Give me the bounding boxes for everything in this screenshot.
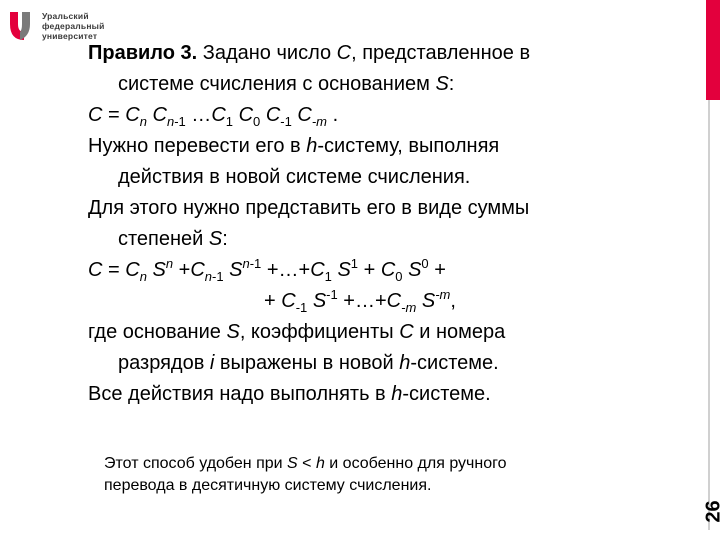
formula-number [88, 100, 688, 131]
body-text: и номера [413, 321, 506, 343]
rule-text: , представленное в [351, 42, 531, 64]
exponent: -1 [326, 287, 338, 302]
rule-text: Задано число [197, 42, 337, 64]
var-c: C [281, 290, 296, 312]
var-s: S [337, 259, 351, 281]
exponent: n [242, 256, 250, 271]
var-c: C [386, 290, 402, 312]
body-text: Нужно перевести его в [88, 135, 307, 157]
task-line-2: действия в новой системе счисления. [118, 166, 471, 188]
index: -1 [295, 300, 308, 315]
var-s: S [208, 228, 223, 250]
index: n [204, 269, 213, 284]
university-logo-mark-icon [8, 10, 34, 46]
sum-line-1: Для этого нужно представить его в виде суммы [88, 197, 530, 219]
body-text: и особенно для ручного [324, 455, 507, 472]
index: 1 [225, 114, 233, 129]
var-c: C [336, 42, 352, 64]
var-c: C [125, 104, 140, 126]
body-text: Все действия надо выполнять в [88, 383, 392, 405]
var-c: C [238, 104, 254, 126]
formula-op: +…+ [261, 259, 311, 281]
logo-line-2: федеральный [42, 21, 105, 31]
body-text: разрядов [118, 352, 210, 374]
body-text: степеней [118, 228, 209, 250]
var-c: C [297, 104, 312, 126]
index: 0 [395, 269, 403, 284]
var-s: S [408, 259, 422, 281]
var-c: C [399, 321, 414, 343]
var-s: S [229, 259, 243, 281]
formula-sum-line-2 [88, 286, 688, 317]
var-c: C [88, 259, 103, 281]
logo-line-1: Уральский [42, 11, 89, 21]
var-s: S [152, 259, 166, 281]
formula-op: < [297, 455, 316, 472]
exponent: 0 [421, 256, 429, 271]
rule-title: Правило 3. [88, 42, 198, 64]
logo-line-3: университет [42, 31, 98, 41]
index: -1 [212, 269, 224, 284]
footnote [104, 453, 624, 497]
body-text: где основание [88, 321, 227, 343]
side-divider [708, 100, 710, 530]
slide-body [88, 38, 688, 410]
formula-op: +…+ [337, 290, 387, 312]
sum-line-2 [88, 224, 688, 255]
footnote-line-2: перевода в десятичную систему счисления. [104, 477, 432, 494]
var-c: C [88, 104, 103, 126]
formula-op: + [428, 259, 446, 281]
body-text: : [222, 228, 228, 250]
exponent: -1 [249, 256, 262, 271]
exponent: 1 [350, 256, 359, 271]
index: n [139, 114, 147, 129]
body-text: Этот способ удобен при [104, 455, 288, 472]
var-h: h [315, 455, 325, 472]
formula-sum-line-1 [88, 255, 688, 286]
var-s: S [226, 321, 240, 343]
var-c: C [125, 259, 140, 281]
index: 0 [253, 114, 261, 129]
rule-line-2 [88, 69, 688, 100]
var-c: C [190, 259, 205, 281]
exponent: -m [435, 287, 451, 302]
footnote-line-1 [104, 453, 624, 475]
var-s: S [312, 290, 327, 312]
index: -1 [174, 114, 186, 129]
exponent: n [165, 256, 174, 271]
index: -m [311, 114, 328, 129]
index: 1 [324, 269, 332, 284]
slide-number: 26 [702, 500, 725, 523]
formula-op: + [264, 290, 282, 312]
all-actions-line [88, 379, 688, 410]
var-h: h [391, 383, 403, 405]
logo-text [42, 11, 105, 41]
var-c: C [265, 104, 281, 126]
body-text: выражены в новой [214, 352, 400, 374]
body-text: -систему, выполняя [317, 135, 500, 157]
index: -m [401, 300, 417, 315]
formula-op: = [102, 259, 126, 281]
var-c: C [152, 104, 167, 126]
formula-op: … [185, 104, 212, 126]
rule-text: : [448, 73, 455, 95]
formula-op: . [327, 104, 339, 126]
var-h: h [306, 135, 318, 157]
formula-op: + [358, 259, 381, 281]
index: n [166, 114, 175, 129]
var-c: C [310, 259, 325, 281]
var-s: S [287, 455, 298, 472]
index: -1 [280, 114, 292, 129]
var-s: S [421, 290, 436, 312]
body-text: -системе. [402, 383, 491, 405]
var-c: C [380, 259, 396, 281]
index: n [139, 269, 147, 284]
rule-text: системе счисления с основанием [118, 73, 436, 95]
formula-op: , [450, 290, 456, 312]
where-line-2 [88, 348, 688, 379]
var-i: i [209, 352, 215, 374]
rule-line-1 [88, 38, 688, 69]
task-line-1 [88, 131, 688, 162]
where-line-1 [88, 317, 688, 348]
accent-bar [706, 0, 720, 100]
formula-op: + [173, 259, 191, 281]
formula-op: = [102, 104, 126, 126]
var-s: S [435, 73, 449, 95]
body-text: , коэффициенты [239, 321, 400, 343]
var-h: h [399, 352, 411, 374]
var-c: C [211, 104, 226, 126]
body-text: -системе. [410, 352, 499, 374]
